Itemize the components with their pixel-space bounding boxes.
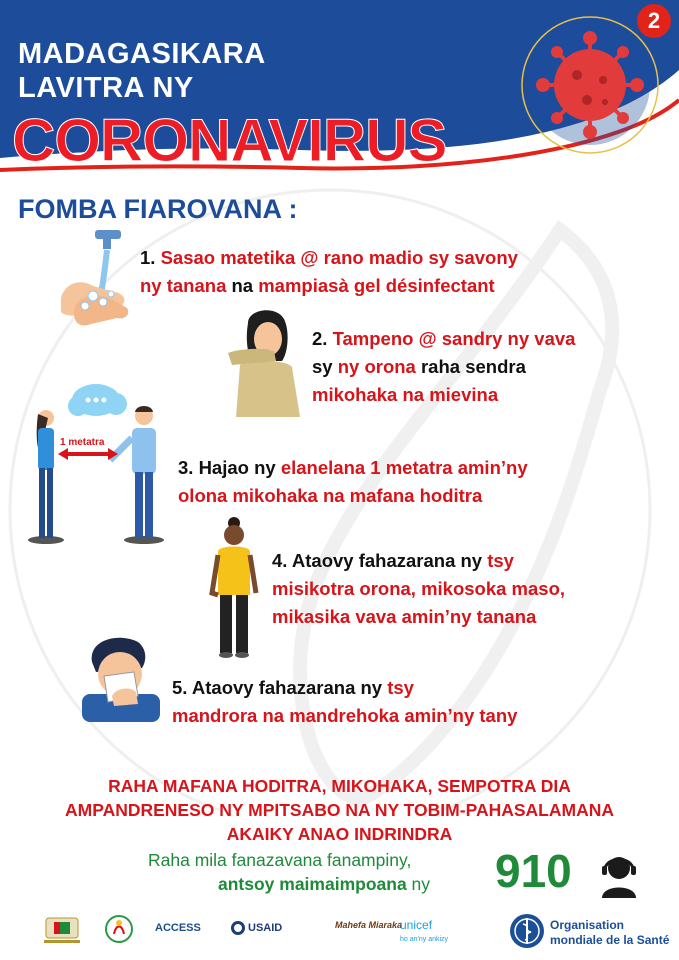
sneeze-tissue-icon — [78, 632, 162, 722]
measure-2-line-2 — [312, 353, 662, 381]
cough-elbow-icon — [226, 305, 308, 420]
measure-1-highlight: ny tanana — [140, 275, 227, 296]
measure-4-line-3 — [272, 603, 667, 631]
measure-4-line-2 — [272, 575, 667, 603]
measure-1-line-2 — [140, 272, 640, 300]
measure-4-highlight: misikotra orona, mikosoka maso, — [272, 578, 566, 599]
measure-2-number: 2. — [312, 328, 333, 349]
logo-mahefa: Mahefa Miaraka — [335, 920, 403, 930]
who-emblem-icon — [508, 912, 546, 950]
measure-3-highlight: olona mikohaka na mafana hoditra — [178, 485, 483, 506]
measure-2-plain: raha sendra — [415, 356, 526, 377]
measure-4-plain: 4. Ataovy fahazarana ny — [272, 550, 488, 571]
logo-access: ACCESS — [155, 922, 201, 934]
contact-call-suffix: ny — [406, 874, 431, 894]
measure-2-plain: sy — [312, 356, 338, 377]
contact-info-line-2 — [218, 874, 430, 895]
measure-2-text — [312, 325, 662, 409]
page-number-badge: 2 — [637, 4, 671, 38]
measure-3-plain: 3. Hajao ny — [178, 457, 281, 478]
logo-usaid: USAID — [248, 922, 283, 934]
measure-1-text — [140, 244, 640, 300]
measure-5-plain: 5. Ataovy fahazarana ny — [172, 677, 388, 698]
warning-line-3: AKAIKY ANAO INDRINDRA — [226, 824, 453, 844]
contact-info-line-1: Raha mila fanazavana fanampiny, — [148, 850, 412, 870]
measure-3-text — [178, 454, 658, 510]
logo-unicef-tagline: ho an'ny ankizy — [400, 936, 449, 943]
hotline-number: 910 — [495, 845, 572, 897]
measure-3-line-2 — [178, 482, 658, 510]
measure-5-line-2 — [172, 702, 642, 730]
partner-logos — [0, 908, 679, 960]
measure-3-highlight: elanelana 1 metatra amin’ny — [280, 457, 528, 478]
ministry-logo-icon — [40, 916, 84, 946]
measure-4-line-1 — [272, 547, 667, 575]
handwashing-icon — [55, 228, 135, 333]
measure-1-highlight: Sasao matetika @ rano madio sy savony — [160, 247, 518, 268]
measure-4-highlight: tsy — [487, 550, 514, 571]
measure-1-plain: na — [226, 275, 259, 296]
measure-1-number: 1. — [140, 247, 161, 268]
section-subtitle: FOMBA FIAROVANA : — [18, 194, 298, 224]
usaid-seal-icon — [230, 920, 246, 936]
measure-5-line-1 — [172, 674, 642, 702]
measure-5-text — [172, 674, 642, 730]
logo-unicef: unicef — [400, 918, 433, 932]
logo-who-line-2: mondiale de la Santé — [550, 933, 670, 947]
woman-standing-icon — [206, 515, 262, 665]
distance-label: 1 metatra — [60, 437, 105, 448]
measure-4-text — [272, 547, 667, 631]
measure-1-highlight: mampiasà gel désinfectant — [258, 275, 495, 296]
measure-2-highlight: ny orona — [337, 356, 416, 377]
logo-who-line-1: Organisation — [550, 918, 625, 932]
measure-5-highlight: mandrora na mandrehoka amin’ny tany — [172, 705, 518, 726]
measure-2-highlight: Tampeno @ sandry ny vava — [332, 328, 576, 349]
measure-2-line-1 — [312, 325, 662, 353]
measure-5-highlight: tsy — [387, 677, 414, 698]
measure-2-highlight: mikohaka na mievina — [312, 384, 499, 405]
virus-icon — [515, 10, 665, 160]
title-coronavirus: CORONAVIRUS — [12, 107, 447, 174]
title-line-1: MADAGASIKARA — [18, 38, 266, 70]
title-line-2: LAVITRA NY — [18, 72, 194, 104]
measure-1-line-1 — [140, 244, 640, 272]
health-program-logo-icon — [104, 914, 134, 946]
warning-line-2: AMPANDRENESO NY MPITSABO NA NY TOBIM-PAHASALAMANA — [64, 800, 614, 820]
warning-line-1: RAHA MAFANA HODITRA, MIKOHAKA, SEMPOTRA DIA — [108, 776, 571, 796]
distance-icon — [18, 378, 178, 550]
measure-2-line-3 — [312, 381, 662, 409]
measure-3-line-1 — [178, 454, 658, 482]
headset-icon — [598, 852, 640, 898]
warning-block — [0, 774, 679, 846]
contact-call-free: antsoy maimaimpoana — [218, 874, 407, 894]
measure-4-highlight: mikasika vava amin’ny tanana — [272, 606, 537, 627]
